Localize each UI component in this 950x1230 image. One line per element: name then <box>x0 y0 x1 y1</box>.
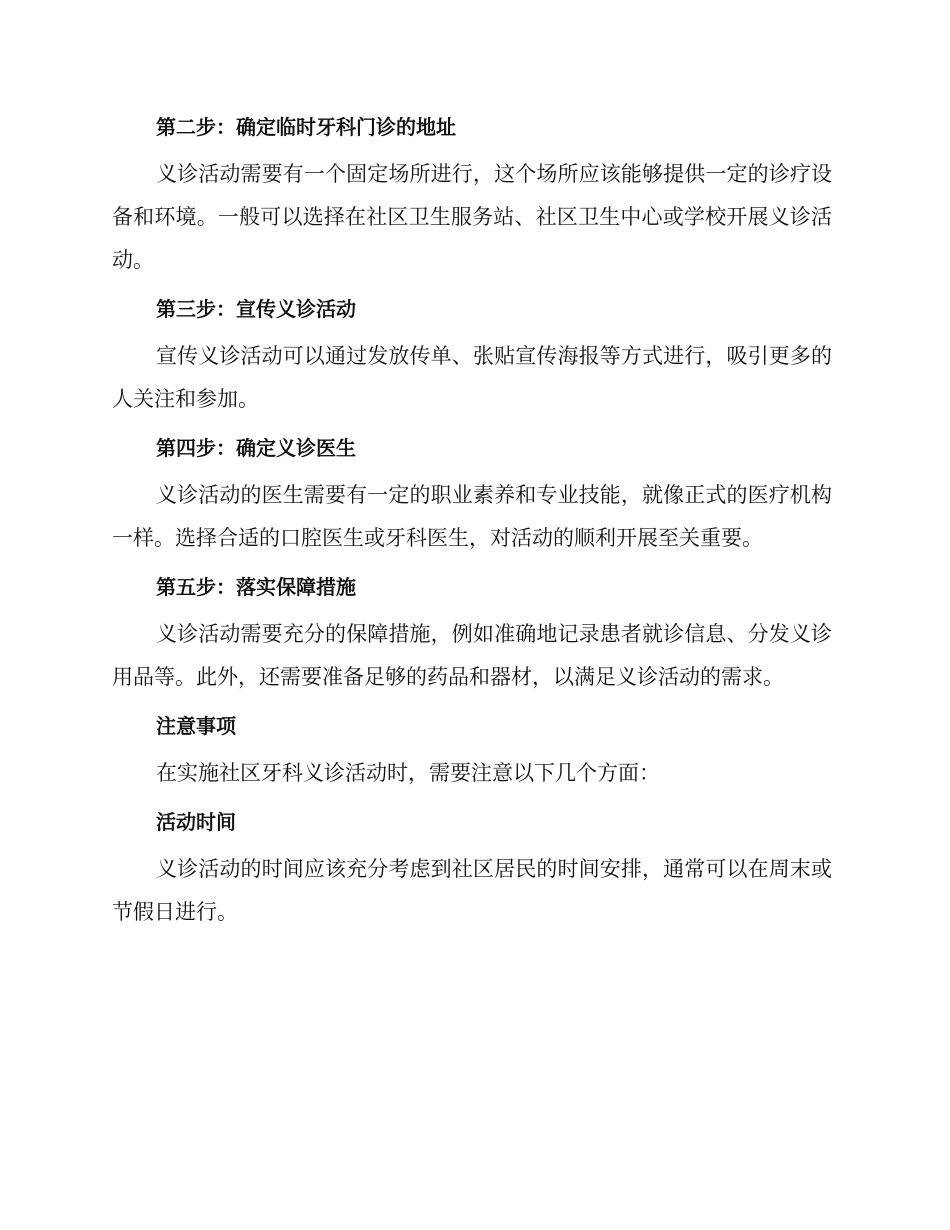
section-paragraph-step-4: 义诊活动的医生需要有一定的职业素养和专业技能，就像正式的医疗机构一样。选择合适的口腔医生或牙科医生，对活动的顺利开展至关重要。 <box>112 483 832 550</box>
section-paragraph-notes: 在实施社区牙科义诊活动时，需要注意以下几个方面： <box>156 761 660 785</box>
section-paragraph-activity-time: 义诊活动的时间应该充分考虑到社区居民的时间安排，通常可以在周末或节假日进行。 <box>112 857 832 924</box>
section-paragraph-step-2: 义诊活动需要有一个固定场所进行，这个场所应该能够提供一定的诊疗设备和环境。一般可以选择在社区卫生服务站、社区卫生中心或学校开展义诊活动。 <box>112 162 832 272</box>
section-heading-activity-time: 活动时间 <box>156 810 236 834</box>
section-heading-step-2: 第二步：确定临时牙科门诊的地址 <box>156 115 456 139</box>
section-paragraph-step-5: 义诊活动需要充分的保障措施，例如准确地记录患者就诊信息、分发义诊用品等。此外，还需要准备足够的药品和器材，以满足义诊活动的需求。 <box>112 622 832 689</box>
section-heading-step-5: 第五步：落实保障措施 <box>156 575 356 599</box>
document-body <box>112 107 832 941</box>
section-heading-notes: 注意事项 <box>156 714 236 738</box>
section-paragraph-step-3: 宣传义诊活动可以通过发放传单、张贴宣传海报等方式进行，吸引更多的人关注和参加。 <box>112 344 832 411</box>
section-heading-step-4: 第四步：确定义诊医生 <box>156 436 356 460</box>
section-heading-step-3: 第三步：宣传义诊活动 <box>156 297 356 321</box>
